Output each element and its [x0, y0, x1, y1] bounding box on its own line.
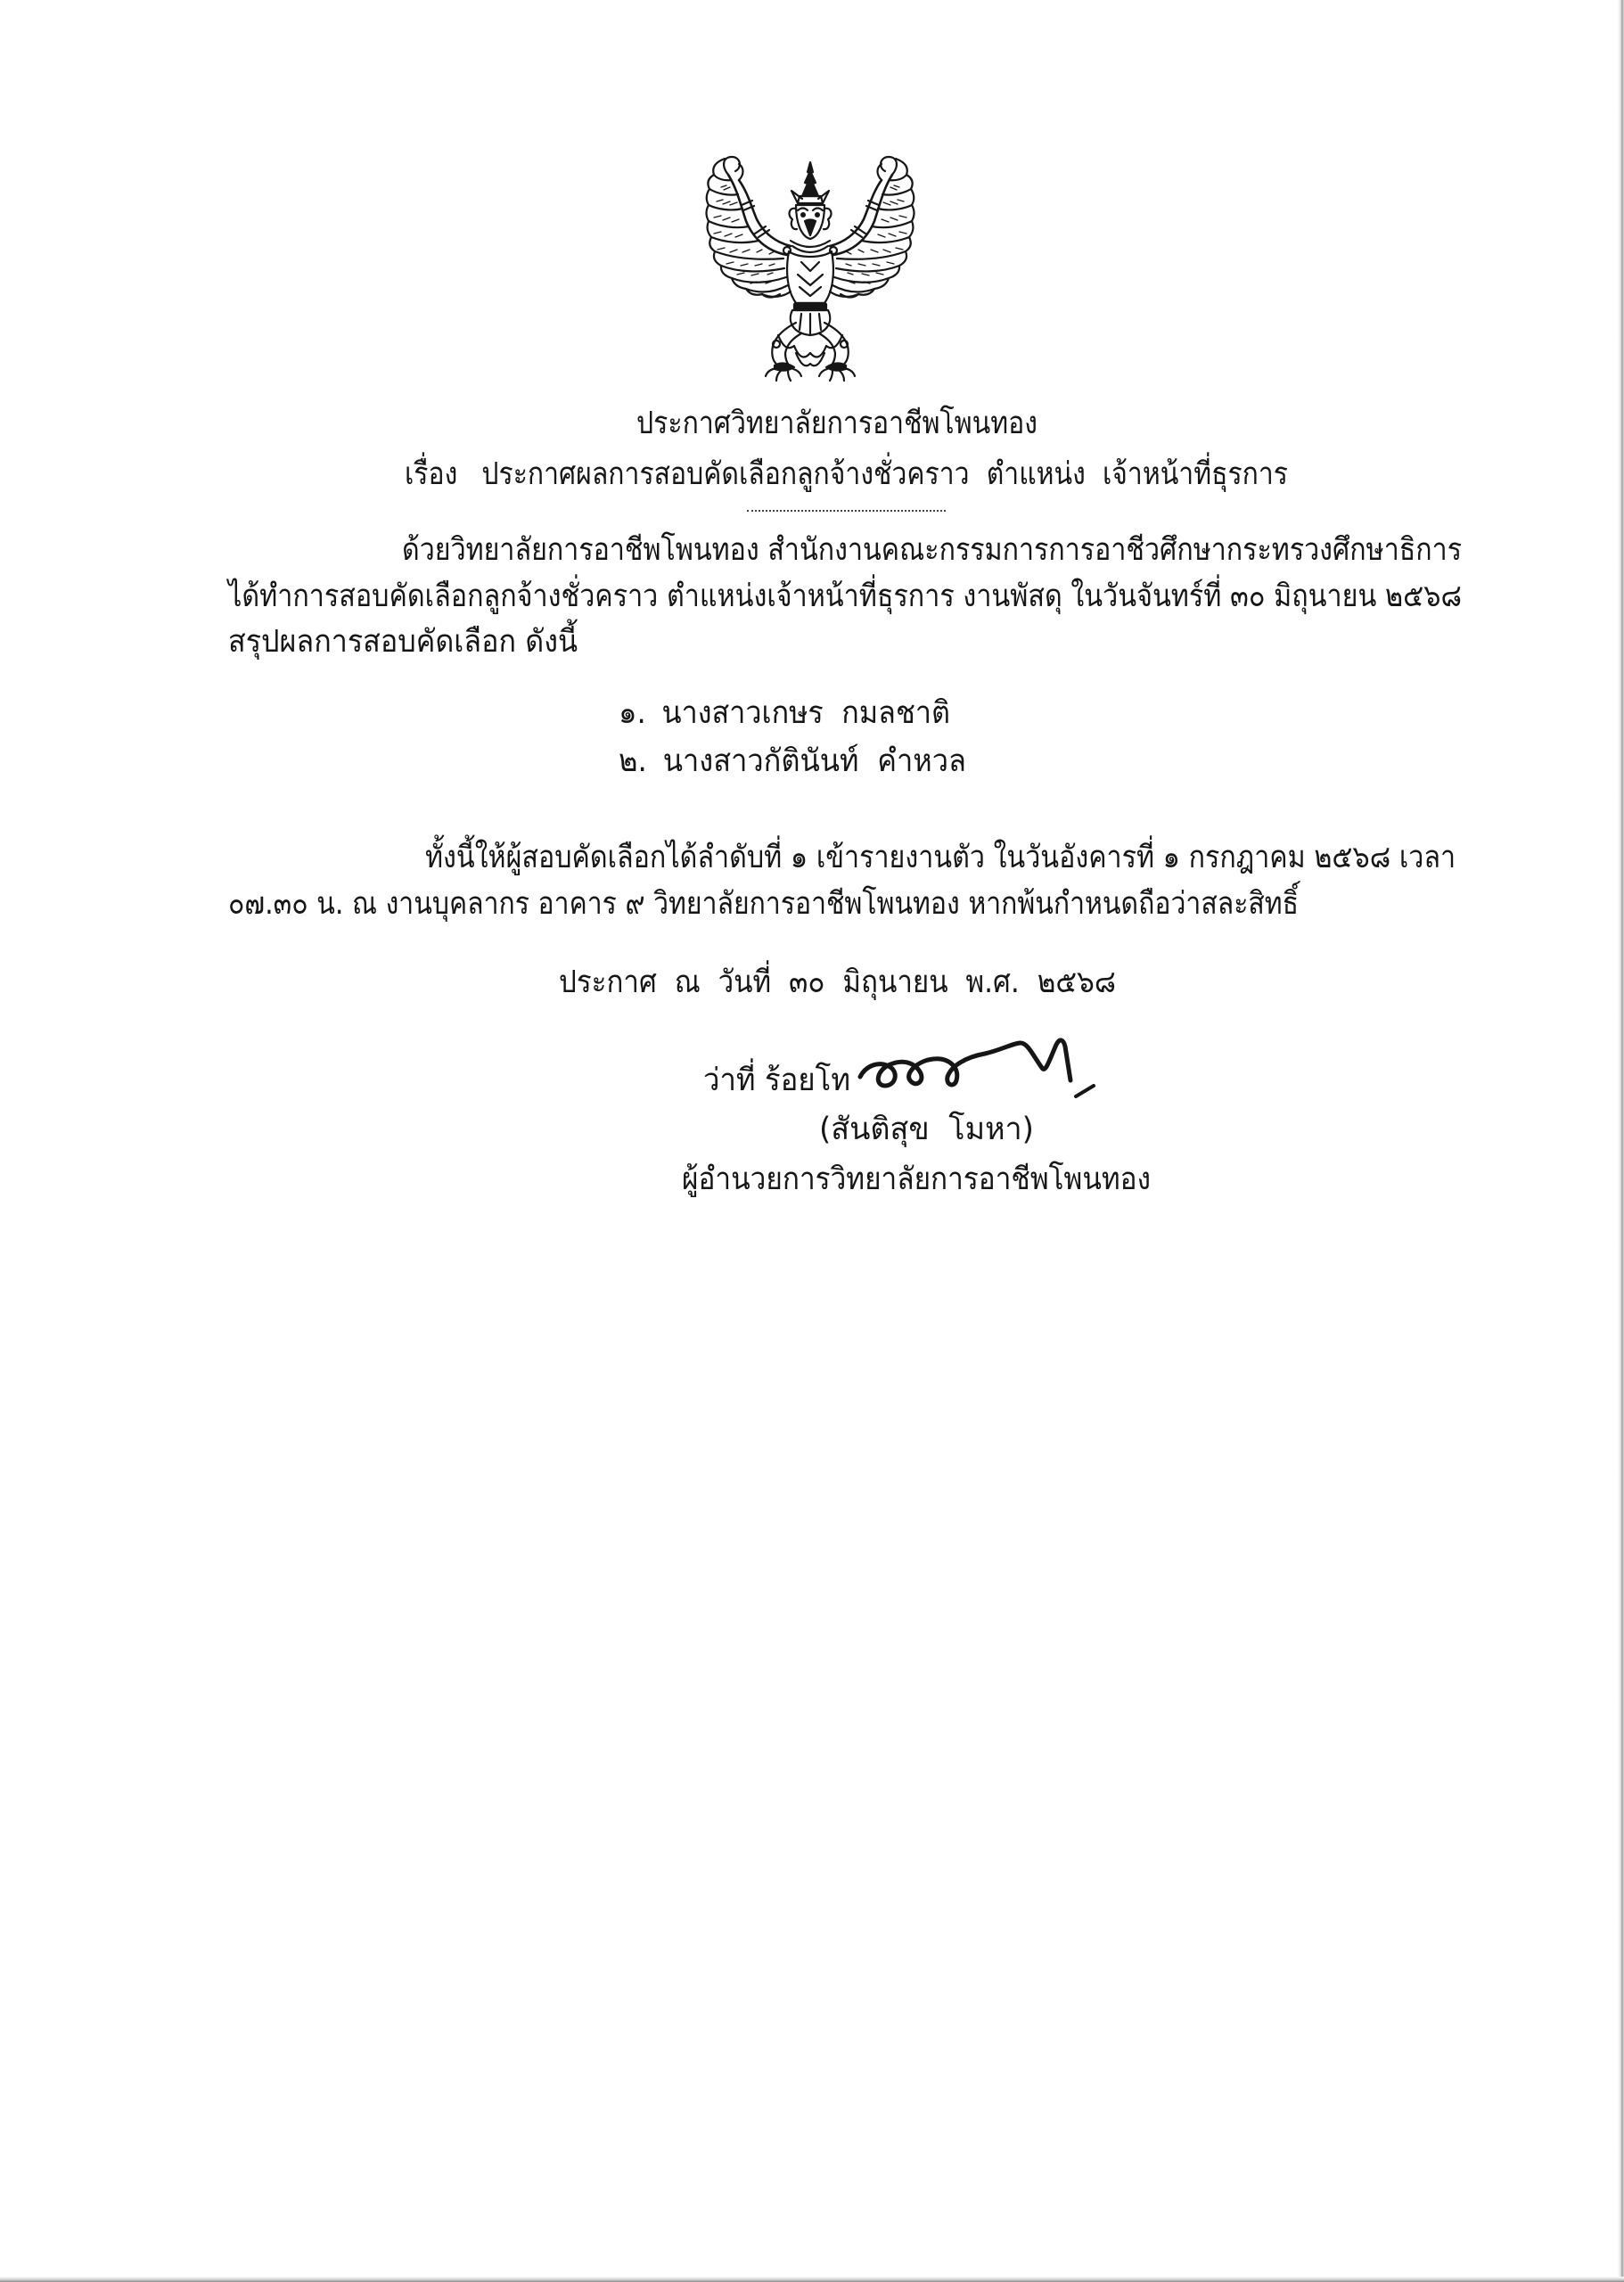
candidate-name: นางสาวเกษร กมลชาติ [661, 695, 951, 731]
paragraph-2-line-1: ทั้งนี้ให้ผู้สอบคัดเลือกได้ลำดับที่ ๑ เข้ารายงานตัว ในวันอังคารที่ ๑ กรกฎาคม ๒๕๖๘ เวลา [425, 840, 1456, 875]
subject-line [405, 451, 1289, 497]
scan-edge-right [1618, 0, 1624, 2282]
paragraph-1-line-3: สรุปผลการสอบคัดเลือก ดังนี้ [228, 624, 578, 660]
selected-candidate-1 [619, 690, 951, 736]
candidate-name: นางสาวกัตินันท์ คำหวล [662, 743, 966, 779]
subject-separator [747, 510, 946, 512]
selected-candidate-2 [619, 738, 966, 784]
list-number: ๒. [619, 743, 647, 779]
scan-edge-bottom [0, 2277, 1624, 2282]
signatory-rank: ว่าที่ ร้อยโท [703, 1063, 851, 1098]
paragraph-1-line-1: ด้วยวิทยาลัยการอาชีพโพนทอง สำนักงานคณะกรรมการการอาชีวศึกษากระทรวงศึกษาธิการ [402, 532, 1463, 568]
announcement-date: ประกาศ ณ วันที่ ๓๐ มิถุนายน พ.ศ. ๒๕๖๘ [559, 965, 1117, 1000]
announcement-title: ประกาศวิทยาลัยการอาชีพโพนทอง [636, 406, 1038, 441]
list-number: ๑. [619, 695, 646, 731]
signatory-position: ผู้อำนวยการวิทยาลัยการอาชีพโพนทอง [682, 1162, 1152, 1197]
garuda-emblem [703, 152, 917, 385]
handwritten-signature [851, 1025, 1110, 1114]
subject-text: ประกาศผลการสอบคัดเลือกลูกจ้างชั่วคราว ตำแหน่ง เจ้าหน้าที่ธุรการ [481, 456, 1289, 492]
signatory-name: (สันติสุข โมหา) [819, 1112, 1034, 1147]
paragraph-1-line-2: ได้ทำการสอบคัดเลือกลูกจ้างชั่วคราว ตำแหน่งเจ้าหน้าที่ธุรการ งานพัสดุ ในวันจันทร์ที่ ๓๐ มิถุนายน ๒๕๖๘ [228, 579, 1463, 614]
subject-label: เรื่อง [405, 456, 458, 492]
paragraph-2-line-2: ๐๗.๓๐ น. ณ งานบุคลากร อาคาร ๙ วิทยาลัยการอาชีพโพนทอง หากพ้นกำหนดถือว่าสละสิทธิ์ [228, 886, 1300, 922]
